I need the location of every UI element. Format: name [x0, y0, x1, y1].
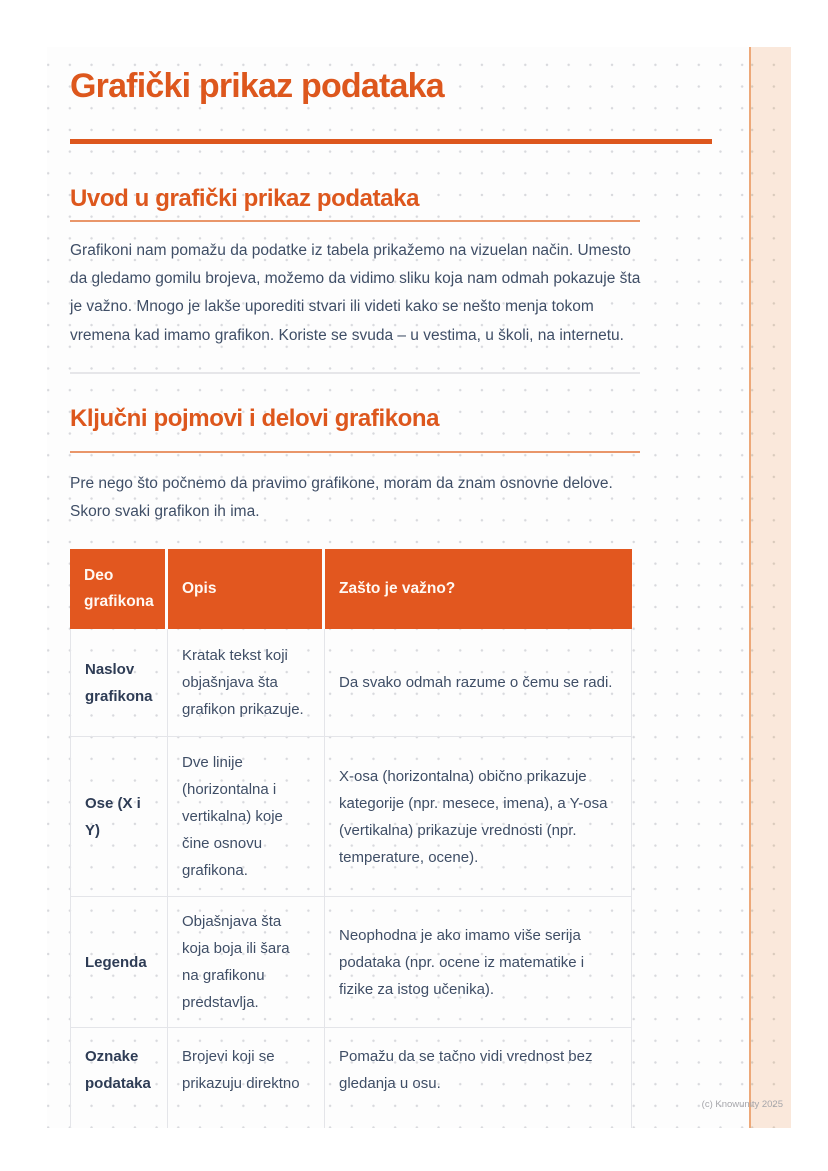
table-cell-row1-zasto: Da svako odmah razume o čemu se radi.	[325, 629, 632, 737]
dotted-paper-background	[47, 47, 791, 1128]
table-cell-row3-opis: Objašnjava šta koja boja ili šara na grafikonu predstavlja.	[168, 897, 325, 1028]
table-header-deo-grafikona: Deo grafikona	[70, 549, 168, 629]
title-underline	[70, 139, 712, 144]
copyright-footer: (c) Knowunity 2025	[701, 1099, 783, 1110]
table-header-zasto: Zašto je važno?	[325, 549, 632, 629]
table-cell-row4-opis: Brojevi koji se prikazuju direktno	[168, 1028, 325, 1128]
table-header-opis: Opis	[168, 549, 325, 629]
section-heading-key-terms: Ključni pojmovi i delovi grafikona	[70, 405, 440, 432]
key-terms-paragraph: Pre nego što počnemo da pravimo grafikone, moram da znam osnovne delove. Skoro svaki grafikon ih ima.	[70, 475, 613, 521]
section-divider	[70, 372, 640, 374]
table-cell-row4-zasto: Pomažu da se tačno vidi vrednost bez gledanja u osu.	[325, 1028, 632, 1128]
section-heading-intro: Uvod u grafički prikaz podataka	[70, 185, 420, 212]
table-cell-row1-label: Naslov grafikona	[70, 629, 168, 737]
table-cell-row3-label: Legenda	[70, 897, 168, 1028]
section-underline-intro	[70, 220, 640, 222]
table-cell-row4-label: Oznake podataka	[70, 1028, 168, 1128]
section-underline-key-terms	[70, 451, 640, 453]
table-cell-row3-zasto: Neophodna je ako imamo više serija podataka (npr. ocene iz matematike i fizike za istog učenika).	[325, 897, 632, 1028]
intro-paragraph: Grafikoni nam pomažu da podatke iz tabela prikažemo na vizuelan način. Umesto da gledamo gomilu brojeva, možemo da vidimo sliku koja nam odmah pokazuje šta je važno. Mnogo je lakše uporediti stvari ili videti kako se nešto menja tokom vremena kad imamo grafikon. Koriste se svuda – u vestima, u školi, na internetu.	[70, 242, 641, 344]
table-cell-row2-opis: Dve linije (horizontalna i vertikalna) koje čine osnovu grafikona.	[168, 737, 325, 897]
table-cell-row1-opis: Kratak tekst koji objašnjava šta grafikon prikazuje.	[168, 629, 325, 737]
right-margin-band	[749, 47, 791, 1128]
table-cell-row2-label: Ose (X i Y)	[70, 737, 168, 897]
chart-parts-table	[70, 549, 632, 1128]
page-title: Grafički prikaz podataka	[70, 67, 444, 105]
table-cell-row2-zasto: X-osa (horizontalna) obično prikazuje kategorije (npr. mesece, imena), a Y-osa (vertikalna) prikazuje vrednosti (npr. temperature, ocene).	[325, 737, 632, 897]
